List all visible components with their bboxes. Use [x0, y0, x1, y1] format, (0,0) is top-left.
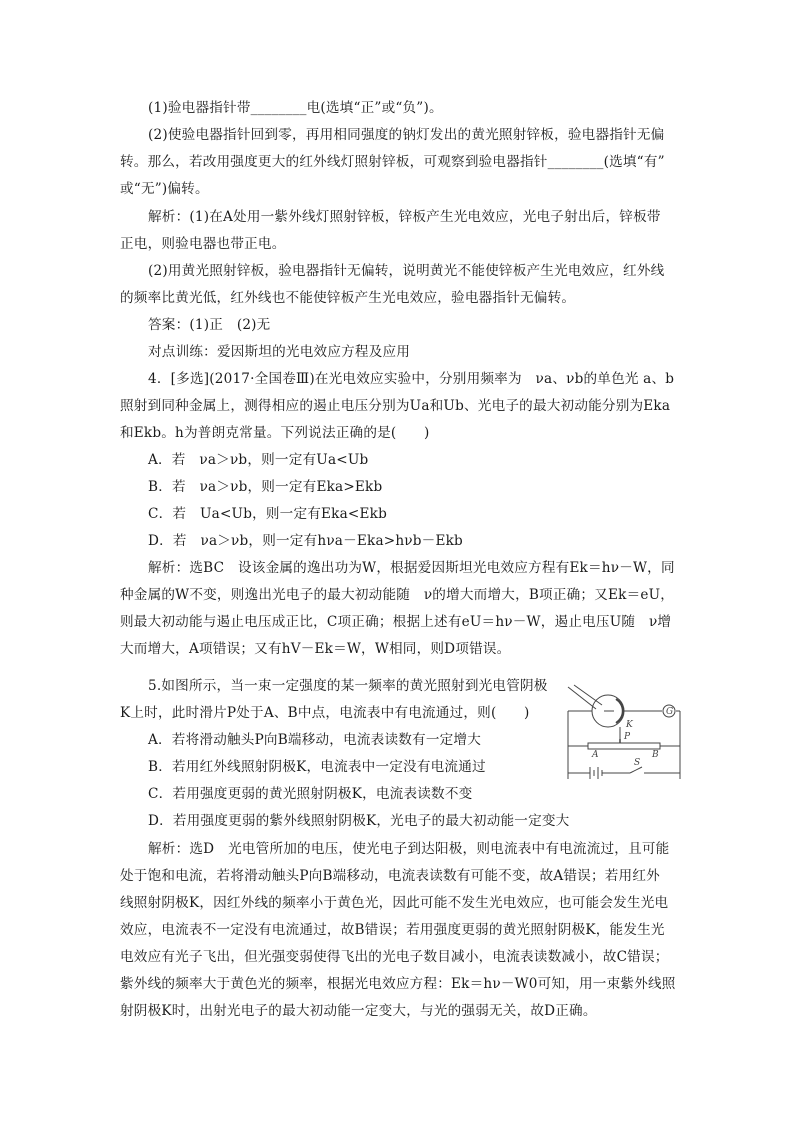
q5-analysis-line6: 紫外线的频率大于黄色光的频率，根据光电效应方程：Ek＝hν－W0可知，用一束紫外线照 — [120, 976, 676, 992]
rheostat — [588, 743, 660, 749]
q5-option-d: D．若用强度更弱的紫外线照射阴极K，光电子的最大初动能一定变大 — [148, 813, 570, 829]
q3-answer: 答案：(1)正 (2)无 — [148, 317, 271, 333]
label-b: B — [652, 750, 659, 760]
q3-analysis-line2: 正电，则验电器也带正电。 — [120, 236, 286, 252]
q4-stem-line3: 和Ekb。h为普朗克常量。下列说法正确的是( ) — [120, 425, 430, 441]
q5-stem-line1: 5.如图所示，当一束一定强度的某一频率的黄光照射到光电管阴极 — [148, 678, 548, 694]
q3-part2-line1: (2)使验电器指针回到零，再用相同强度的钠灯发出的黄光照射锌板，验电器指针无偏 — [148, 127, 665, 143]
q5-analysis-line5: 电效应有光子飞出，但光强变弱使得飞出的光电子数目减小，电流表读数减小，故C错误； — [120, 949, 669, 965]
q4-analysis-line1: 解析：选BC 设该金属的逸出功为W，根据爱因斯坦光电效应方程有Ek＝hν－W，同 — [148, 560, 675, 576]
q3-part1: (1)验电器指针带________电(选填“正”或“负”)。 — [148, 100, 443, 116]
q5-analysis-line2: 处于饱和电流，若将滑动触头P向B端移动，电流表读数有可能不变，故A错误；若用红外 — [120, 868, 660, 884]
label-s: S — [634, 758, 641, 768]
q5-option-a: A．若将滑动触头P向B端移动，电流表读数有一定增大 — [148, 732, 482, 748]
q4-stem-line1: 4．[多选](2017·全国卷Ⅲ)在光电效应实验中，分别用频率为 νa、νb的单色光 a、b — [148, 371, 675, 387]
q4-analysis-line4: 大而增大，A项错误；又有hV－Ek＝W，W相同，则D项错误。 — [120, 641, 511, 657]
q4-option-a: A．若 νa＞νb，则一定有Ua<Ub — [148, 452, 369, 468]
q5-option-b: B．若用红外线照射阴极K，电流表中一定没有电流通过 — [148, 759, 486, 775]
q4-analysis-line3: 则最大初动能与遏止电压成正比，C项正确；根据上述有eU＝hν－W，遏止电压U随 ν增 — [120, 614, 672, 630]
q4-option-d: D．若 νa＞νb，则一定有hνa－Eka>hνb－Ekb — [148, 533, 463, 549]
q5-analysis-line7: 射阴极K时，出射光电子的最大初动能一定变大，与光的强弱无关，故D正确。 — [120, 1003, 597, 1019]
q4-stem-line2: 照射到同种金属上，测得相应的遏止电压分别为Ua和Ub、光电子的最大初动能分别为Eka — [120, 398, 671, 414]
q3-analysis-line1: 解析：(1)在A处用一紫外线灯照射锌板，锌板产生光电效应，光电子射出后，锌板带 — [148, 209, 661, 225]
q5-analysis-line3: 线照射阴极K，因红外线的频率小于黄色光，因此可能不发生光电效应，也可能会发生光电 — [120, 895, 669, 911]
q5-analysis-line1: 解析：选D 光电管所加的电压，使光电子到达阳极，则电流表中有电流流过，且可能 — [148, 841, 670, 857]
label-a: A — [592, 750, 599, 760]
label-k: K — [626, 720, 633, 730]
q4-option-b: B．若 νa＞νb，则一定有Eka>Ekb — [148, 479, 383, 495]
q3-analysis-line4: 的频率比黄光低，红外线也不能使锌板产生光电效应，验电器指针无偏转。 — [120, 290, 576, 306]
q5-analysis-line4: 效应，电流表不一定没有电流通过，故B错误；若用强度更弱的黄光照射阴极K，能发生光 — [120, 922, 665, 938]
q3-part2-line2: 转。那么，若改用强度更大的红外线灯照射锌板，可观察到验电器指针________(选填“有” — [120, 154, 665, 170]
label-p: P — [624, 732, 631, 742]
q5-option-c: C．若用强度更弱的黄光照射阴极K，电流表读数不变 — [148, 786, 473, 802]
q3-analysis-line3: (2)用黄光照射锌板，验电器指针无偏转，说明黄光不能使锌板产生光电效应，红外线 — [148, 263, 665, 279]
q5-stem-line2: K上时，此时滑片P处于A、B中点，电流表中有电流通过，则( ) — [120, 705, 530, 721]
section-heading: 对点训练：爱因斯坦的光电效应方程及应用 — [148, 344, 411, 360]
q4-option-c: C．若 Ua<Ub，则一定有Eka<Ekb — [148, 506, 387, 522]
label-g: G — [666, 707, 674, 717]
q3-part2-line3: 或“无”)偏转。 — [120, 181, 209, 197]
q4-analysis-line2: 种金属的W不变，则逸出光电子的最大初动能随 ν的增大而增大，B项正确；又Ek＝eU， — [120, 587, 675, 603]
phototube-circuit-diagram — [560, 683, 684, 779]
